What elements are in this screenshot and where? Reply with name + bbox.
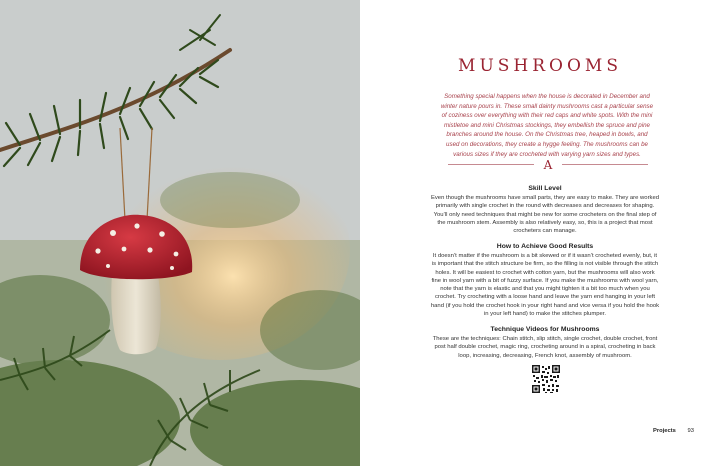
intro-paragraph: Something special happens when the house is decorated in December and winter nature pours in. These small dainty mushrooms cast a particular sense of coziness over everything with their red caps and white spots. With the mini mistletoe and mini Christmas stockings, they embellish the spruce and pine branches around the house. On the Christmas tree, heaped in bowls, and used on decorations, they create a hygge feeling. The mushrooms can be various sizes if they are crocheted with varying yarn sizes and types. [440, 93, 654, 158]
divider-rule-right [562, 164, 648, 165]
section-good-results [430, 243, 660, 318]
section-technique-videos [430, 326, 660, 360]
page-footer [653, 428, 694, 434]
section-body: It doesn’t matter if the mushroom is a bit skewed or if it wasn’t crocheted evenly, but, it is important that the stitch structure be firm, so the filling is not visible through the stitch holes. It will be easiest to crochet with cotton yarn, but the mushrooms will also work fine in wool yarn with a bit of fuzzy surface. If you make the mushrooms with wool yarn, note that the yarn is elastic and that you might tighten it a bit too much when you crochet. Try crocheting with a loose hand and leave the yarn end hanging in your left hand (if you hold the crochet hook in your right hand and vice versa if you hold the hook in your left hand) to make the stitches plumper. [430, 253, 660, 318]
divider-rule-left [448, 164, 534, 165]
section-body: These are the techniques: Chain stitch, slip stitch, single crochet, double crochet, front post half double crochet, magic ring, crocheting around in a spiral, crocheting in back loop, increasing, decreasing, French knot, assembly of mushroom. [432, 336, 658, 359]
divider-letter: A [543, 158, 553, 172]
section-heading: How to Achieve Good Results [496, 243, 594, 250]
text-page [360, 0, 720, 466]
qr-code-icon[interactable] [531, 364, 561, 394]
page-number: 93 [687, 428, 694, 434]
section-heading: Skill Level [528, 185, 562, 192]
page-title: MUSHROOMS [458, 56, 622, 76]
section-divider [448, 157, 648, 173]
footer-section-label: Projects [653, 428, 676, 434]
section-heading: Technique Videos for Mushrooms [490, 326, 600, 333]
section-body: Even though the mushrooms have small parts, they are easy to make. They are worked primarily with single crochet in the round with decreases and decreases for shaping. You’ll only need techniques that might be new for some crocheters on the final step of the mushroom stem. Assembly is also relatively easy, so, this is a project that most crocheters can manage. [430, 195, 660, 235]
section-skill-level [430, 185, 660, 235]
